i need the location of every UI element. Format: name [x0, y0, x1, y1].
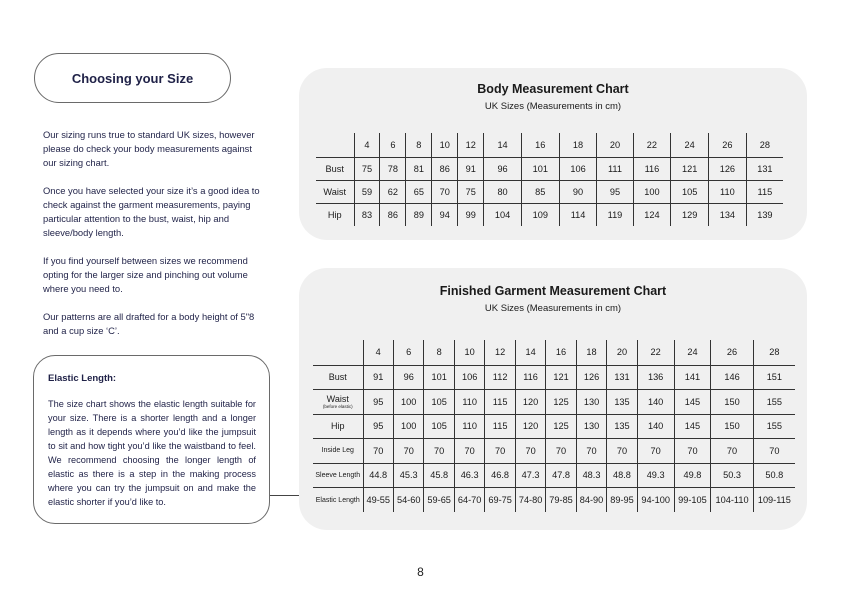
section-title: Choosing your Size — [34, 53, 231, 103]
measurement-cell: 95 — [363, 390, 393, 415]
row-label-note: (before elastic) — [322, 404, 353, 410]
garment-measurement-panel — [299, 268, 807, 530]
size-header: 18 — [576, 340, 606, 365]
table-row — [313, 488, 795, 513]
row-label-text: Elastic Length — [315, 496, 360, 504]
table-row — [316, 203, 783, 226]
measurement-cell: 45.8 — [424, 463, 454, 488]
size-header: 20 — [597, 133, 633, 157]
measurement-cell: 59 — [354, 180, 380, 203]
row-label-text: Inside Leg — [321, 447, 354, 455]
measurement-cell: 135 — [607, 414, 637, 439]
measurement-cell: 96 — [393, 365, 423, 390]
table-row — [313, 439, 795, 464]
row-label-text: Bust — [325, 163, 344, 174]
measurement-cell: 91 — [363, 365, 393, 390]
page-number: 8 — [417, 565, 424, 579]
size-header: 22 — [637, 340, 674, 365]
measurement-cell: 89-95 — [607, 488, 637, 513]
corner-cell — [313, 340, 363, 365]
size-header: 28 — [753, 340, 795, 365]
measurement-cell: 145 — [674, 414, 711, 439]
measurement-cell: 125 — [546, 414, 576, 439]
measurement-cell: 70 — [515, 439, 545, 464]
measurement-cell: 49.8 — [674, 463, 711, 488]
measurement-cell: 110 — [454, 414, 484, 439]
measurement-cell: 95 — [597, 180, 633, 203]
measurement-cell: 90 — [559, 180, 597, 203]
measurement-cell: 100 — [393, 390, 423, 415]
size-header: 16 — [521, 133, 559, 157]
table-row — [313, 390, 795, 415]
measurement-cell: 89 — [406, 203, 432, 226]
size-header: 28 — [746, 133, 783, 157]
measurement-cell: 155 — [753, 414, 795, 439]
measurement-cell: 47.8 — [546, 463, 576, 488]
measurement-cell: 45.3 — [393, 463, 423, 488]
size-header: 4 — [354, 133, 380, 157]
size-header: 4 — [363, 340, 393, 365]
garment-chart-title: Finished Garment Measurement Chart — [439, 284, 667, 298]
measurement-cell: 65 — [406, 180, 432, 203]
measurement-cell: 95 — [363, 414, 393, 439]
measurement-cell: 69-75 — [485, 488, 515, 513]
measurement-cell: 70 — [393, 439, 423, 464]
table-row — [313, 414, 795, 439]
measurement-cell: 126 — [709, 157, 747, 180]
body-measurement-panel — [299, 68, 807, 240]
table-row — [313, 365, 795, 390]
measurement-cell: 150 — [711, 390, 753, 415]
measurement-cell: 125 — [546, 390, 576, 415]
garment-chart-subtitle: UK Sizes (Measurements in cm) — [484, 303, 622, 314]
measurement-cell: 115 — [485, 414, 515, 439]
measurement-cell: 120 — [515, 414, 545, 439]
intro-paragraph: If you find yourself between sizes we recommend opting for the larger size and pinching out volume where you need to. — [43, 255, 248, 294]
size-header: 24 — [674, 340, 711, 365]
size-header: 6 — [380, 133, 406, 157]
size-header: 8 — [406, 133, 432, 157]
size-header: 12 — [485, 340, 515, 365]
row-label-text: Hip — [327, 209, 342, 220]
measurement-cell: 106 — [454, 365, 484, 390]
corner-cell — [316, 133, 354, 157]
row-label — [316, 180, 354, 203]
size-header: 22 — [633, 133, 671, 157]
measurement-cell: 99 — [458, 203, 484, 226]
size-header-row — [313, 340, 795, 365]
size-header: 26 — [711, 340, 753, 365]
measurement-cell: 96 — [484, 157, 522, 180]
measurement-cell: 54-60 — [393, 488, 423, 513]
elastic-heading: Elastic Length: — [48, 373, 117, 384]
measurement-cell: 100 — [633, 180, 671, 203]
measurement-cell: 74-80 — [515, 488, 545, 513]
garment-measurement-table — [313, 340, 795, 512]
measurement-cell: 130 — [576, 414, 606, 439]
measurement-cell: 110 — [454, 390, 484, 415]
measurement-cell: 104-110 — [711, 488, 753, 513]
row-label — [316, 157, 354, 180]
measurement-cell: 80 — [484, 180, 522, 203]
measurement-cell: 120 — [515, 390, 545, 415]
measurement-cell: 105 — [424, 414, 454, 439]
row-label — [313, 439, 363, 464]
body-chart-subtitle: UK Sizes (Measurements in cm) — [484, 101, 622, 112]
measurement-cell: 116 — [633, 157, 671, 180]
measurement-cell: 126 — [576, 365, 606, 390]
measurement-cell: 70 — [576, 439, 606, 464]
intro-paragraph: Once you have selected your size it’s a good idea to check against the garment measurements, paying particular attention to the bust, waist, hip and sleeve/body length. — [43, 185, 260, 238]
measurement-cell: 85 — [521, 180, 559, 203]
measurement-cell: 151 — [753, 365, 795, 390]
row-label — [313, 463, 363, 488]
measurement-cell: 129 — [671, 203, 709, 226]
measurement-cell: 101 — [424, 365, 454, 390]
measurement-cell: 115 — [746, 180, 783, 203]
measurement-cell: 70 — [424, 439, 454, 464]
measurement-cell: 145 — [674, 390, 711, 415]
measurement-cell: 86 — [432, 157, 458, 180]
body-measurement-table — [316, 133, 783, 226]
intro-text — [43, 128, 268, 352]
measurement-cell: 44.8 — [363, 463, 393, 488]
measurement-cell: 64-70 — [454, 488, 484, 513]
size-header-row — [316, 133, 783, 157]
intro-paragraph: Our patterns are all drafted for a body height of 5"8 and a cup size ‘C’. — [43, 311, 255, 336]
measurement-cell: 130 — [576, 390, 606, 415]
measurement-cell: 140 — [637, 390, 674, 415]
row-label-text: Hip — [330, 421, 345, 432]
measurement-cell: 104 — [484, 203, 522, 226]
size-header: 20 — [607, 340, 637, 365]
measurement-cell: 70 — [485, 439, 515, 464]
size-header: 16 — [546, 340, 576, 365]
size-header: 26 — [709, 133, 747, 157]
measurement-cell: 135 — [607, 390, 637, 415]
measurement-cell: 70 — [753, 439, 795, 464]
measurement-cell: 121 — [546, 365, 576, 390]
measurement-cell: 112 — [485, 365, 515, 390]
measurement-cell: 70 — [432, 180, 458, 203]
measurement-cell: 75 — [354, 157, 380, 180]
elastic-text: The size chart shows the elastic length suitable for your size. There is a shorter length and a longer length as it depends where you’d like the jumpsuit to sit and how tight you’d like the waistband to feel. We recommend choosing the longer length of elastic as there is a step in the making process where you can try the jumpsuit on and make the elastic shorter if you’d like to. — [48, 399, 256, 507]
size-header: 10 — [432, 133, 458, 157]
measurement-cell: 124 — [633, 203, 671, 226]
measurement-cell: 48.3 — [576, 463, 606, 488]
measurement-cell: 94-100 — [637, 488, 674, 513]
measurement-cell: 121 — [671, 157, 709, 180]
size-header: 24 — [671, 133, 709, 157]
measurement-cell: 75 — [458, 180, 484, 203]
row-label-text: Bust — [328, 372, 347, 383]
measurement-cell: 109 — [521, 203, 559, 226]
measurement-cell: 115 — [485, 390, 515, 415]
size-header: 12 — [458, 133, 484, 157]
measurement-cell: 46.3 — [454, 463, 484, 488]
row-label — [313, 365, 363, 390]
row-label-text: Waist — [326, 394, 349, 405]
measurement-cell: 62 — [380, 180, 406, 203]
measurement-cell: 111 — [597, 157, 633, 180]
measurement-cell: 94 — [432, 203, 458, 226]
table-row — [316, 180, 783, 203]
measurement-cell: 70 — [674, 439, 711, 464]
measurement-cell: 78 — [380, 157, 406, 180]
measurement-cell: 81 — [406, 157, 432, 180]
measurement-cell: 70 — [546, 439, 576, 464]
measurement-cell: 131 — [607, 365, 637, 390]
measurement-cell: 140 — [637, 414, 674, 439]
measurement-cell: 131 — [746, 157, 783, 180]
measurement-cell: 79-85 — [546, 488, 576, 513]
row-label-text: Waist — [323, 186, 347, 197]
measurement-cell: 49.3 — [637, 463, 674, 488]
row-label — [313, 390, 363, 415]
measurement-cell: 141 — [674, 365, 711, 390]
measurement-cell: 48.8 — [607, 463, 637, 488]
measurement-cell: 50.8 — [753, 463, 795, 488]
measurement-cell: 70 — [607, 439, 637, 464]
intro-paragraph: Our sizing runs true to standard UK sizes, however please do check your body measurements against our sizing chart. — [43, 129, 255, 168]
measurement-cell: 70 — [637, 439, 674, 464]
measurement-cell: 91 — [458, 157, 484, 180]
measurement-cell: 109-115 — [757, 495, 791, 505]
measurement-cell: 49-55 — [363, 488, 393, 513]
size-header: 10 — [454, 340, 484, 365]
measurement-cell: 114 — [559, 203, 597, 226]
measurement-cell: 83 — [354, 203, 380, 226]
row-label — [316, 203, 354, 226]
measurement-cell: 86 — [380, 203, 406, 226]
measurement-cell: 46.8 — [485, 463, 515, 488]
measurement-cell: 119 — [597, 203, 633, 226]
elastic-length-note — [33, 355, 270, 524]
row-label — [313, 414, 363, 439]
size-header: 18 — [559, 133, 597, 157]
measurement-cell: 100 — [393, 414, 423, 439]
measurement-cell: 105 — [671, 180, 709, 203]
measurement-cell: 50.3 — [711, 463, 753, 488]
measurement-cell: 101 — [521, 157, 559, 180]
measurement-cell: 146 — [711, 365, 753, 390]
row-label — [313, 488, 363, 513]
measurement-cell: 134 — [709, 203, 747, 226]
measurement-cell: 59-65 — [424, 488, 454, 513]
measurement-cell: 116 — [515, 365, 545, 390]
table-row — [313, 463, 795, 488]
measurement-cell: 110 — [709, 180, 747, 203]
measurement-cell: 70 — [711, 439, 753, 464]
measurement-cell: 99-105 — [674, 488, 711, 513]
measurement-cell: 70 — [363, 439, 393, 464]
size-header: 14 — [484, 133, 522, 157]
measurement-cell: 47.3 — [515, 463, 545, 488]
measurement-cell: 84-90 — [576, 488, 606, 513]
size-header: 6 — [393, 340, 423, 365]
measurement-cell: 106 — [559, 157, 597, 180]
measurement-cell: 105 — [424, 390, 454, 415]
measurement-cell: 139 — [757, 209, 773, 220]
measurement-cell: 155 — [753, 390, 795, 415]
measurement-cell: 136 — [637, 365, 674, 390]
row-label-text: Sleeve Length — [315, 471, 361, 479]
measurement-cell: 70 — [454, 439, 484, 464]
body-chart-title: Body Measurement Chart — [477, 82, 629, 96]
size-header: 8 — [424, 340, 454, 365]
table-row — [316, 157, 783, 180]
size-header: 14 — [515, 340, 545, 365]
measurement-cell: 150 — [711, 414, 753, 439]
